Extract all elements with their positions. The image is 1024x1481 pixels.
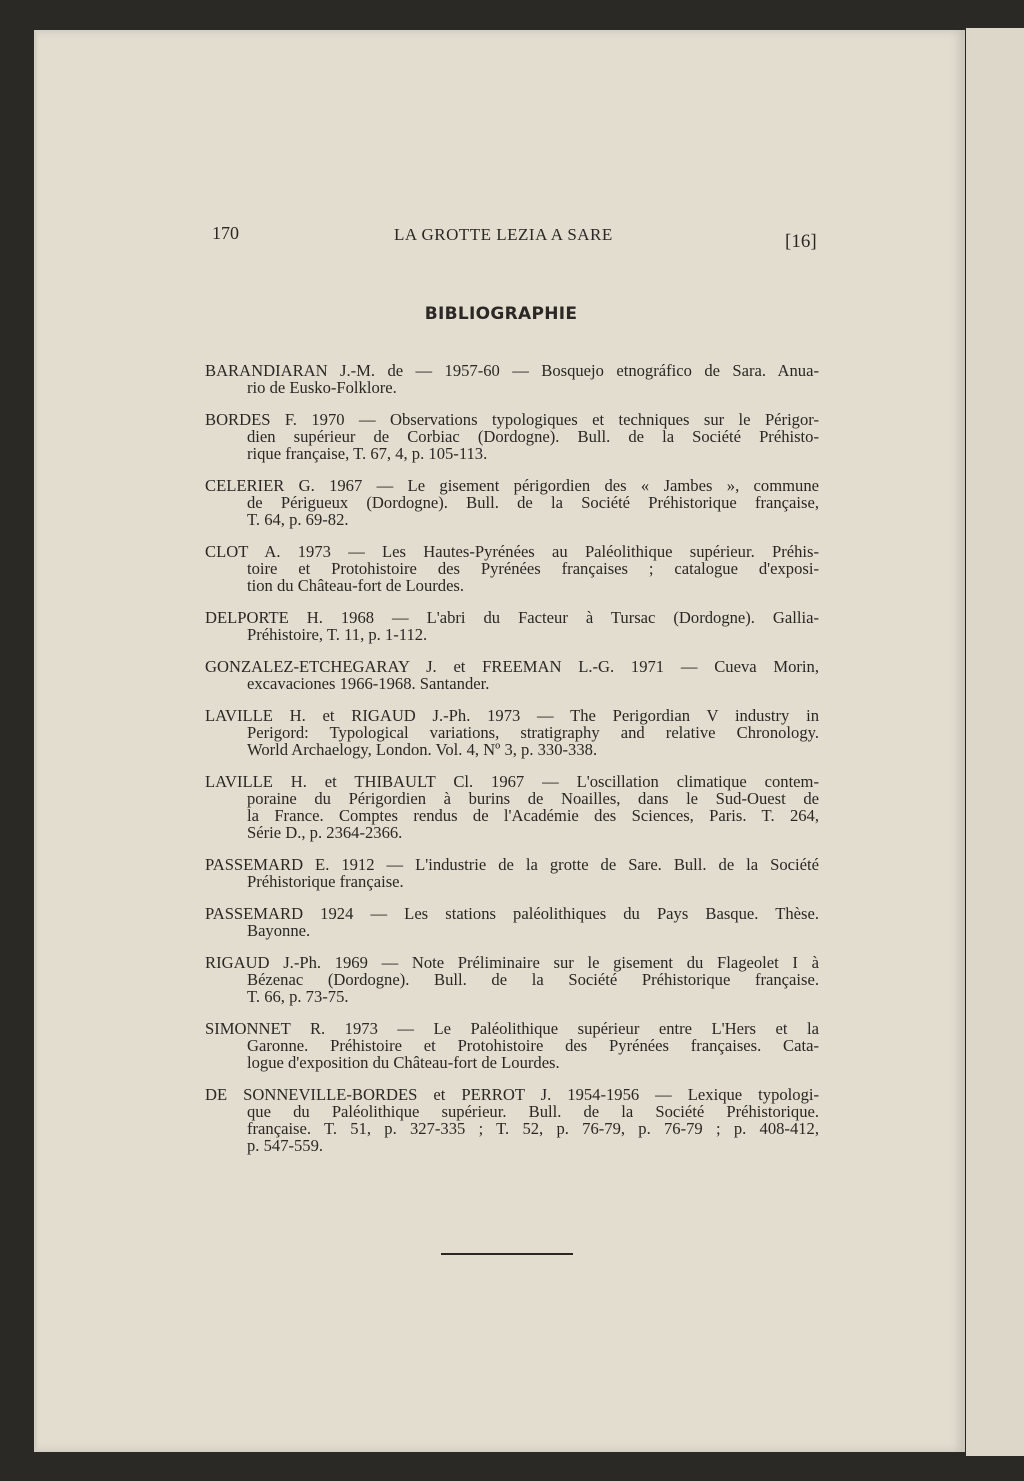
entry-line: PASSEMARD E. 1912 — L'industrie de la grotte de Sare. Bull. de la Société (205, 855, 819, 874)
entry-line: Garonne. Préhistoire et Protohistoire des Pyrénées françaises. Cata- (247, 1036, 819, 1055)
entry-line: rio de Eusko-Folklore. (247, 378, 397, 397)
page-number: 170 (212, 223, 239, 243)
end-rule (441, 1253, 573, 1255)
entry-line: World Archaelogy, London. Vol. 4, Nº 3, p. 330-338. (247, 740, 598, 759)
running-title: LA GROTTE LEZIA A SARE (394, 225, 613, 244)
entry-line: que du Paléolithique supérieur. Bull. de la Société Préhistorique. (247, 1102, 819, 1121)
running-header (37, 223, 965, 252)
section-number: [16] (785, 231, 817, 252)
entry-line: Perigord: Typological variations, stratigraphy and relative Chronology. (247, 723, 819, 742)
entry-line: de Périgueux (Dordogne). Bull. de la Société Préhistorique française, (247, 493, 819, 512)
entry-line: PASSEMARD 1924 — Les stations paléolithiques du Pays Basque. Thèse. (205, 904, 819, 923)
bibliography-list (205, 362, 819, 1169)
bibliography-entry (205, 658, 819, 692)
entry-line: française. T. 51, p. 327-335 ; T. 52, p. 76-79, p. 76-79 ; p. 408-412, (247, 1119, 819, 1138)
bibliography-entry (205, 411, 819, 462)
entry-line: DE SONNEVILLE-BORDES et PERROT J. 1954-1956 — Lexique typologi- (205, 1085, 819, 1104)
bibliography-entry (205, 362, 819, 396)
entry-line: T. 64, p. 69-82. (247, 510, 349, 529)
entry-line: tion du Château-fort de Lourdes. (247, 576, 465, 595)
entry-line: toire et Protohistoire des Pyrénées françaises ; catalogue d'exposi- (247, 559, 819, 578)
entry-line: Préhistoire, T. 11, p. 1-112. (247, 625, 428, 644)
entry-line: DELPORTE H. 1968 — L'abri du Facteur à Tursac (Dordogne). Gallia- (205, 608, 819, 627)
bibliography-entry (205, 954, 819, 1005)
bibliography-entry (205, 477, 819, 528)
entry-line: rique française, T. 67, 4, p. 105-113. (247, 444, 488, 463)
bibliography-heading: BIBLIOGRAPHIE (424, 304, 578, 324)
entry-line: LAVILLE H. et THIBAULT Cl. 1967 — L'oscillation climatique contem- (205, 772, 819, 791)
entry-line: RIGAUD J.-Ph. 1969 — Note Préliminaire sur le gisement du Flageolet I à (205, 953, 819, 972)
entry-line: logue d'exposition du Château-fort de Lourdes. (247, 1053, 560, 1072)
entry-line: BORDES F. 1970 — Observations typologiques et techniques sur le Périgor- (205, 410, 819, 429)
entry-line: dien supérieur de Corbiac (Dordogne). Bull. de la Société Préhisto- (247, 427, 819, 446)
entry-line: BARANDIARAN J.-M. de — 1957-60 — Bosquejo etnográfico de Sara. Anua- (205, 361, 819, 380)
bibliography-entry (205, 1086, 819, 1154)
entry-line: LAVILLE H. et RIGAUD J.-Ph. 1973 — The Perigordian V industry in (205, 706, 819, 725)
bibliography-entry (205, 543, 819, 594)
bibliography-entry (205, 905, 819, 939)
entry-line: poraine du Périgordien à burins de Noailles, dans le Sud-Ouest de (247, 789, 819, 808)
bibliography-entry (205, 773, 819, 841)
entry-line: T. 66, p. 73-75. (247, 987, 349, 1006)
entry-line: CLOT A. 1973 — Les Hautes-Pyrénées au Paléolithique supérieur. Préhis- (205, 542, 819, 561)
book-page (34, 30, 965, 1452)
entry-line: CELERIER G. 1967 — Le gisement périgordien des « Jambes », commune (205, 476, 819, 495)
bibliography-entry (205, 1020, 819, 1071)
entry-line: SIMONNET R. 1973 — Le Paléolithique supérieur entre L'Hers et la (205, 1019, 819, 1038)
entry-line: excavaciones 1966-1968. Santander. (247, 674, 490, 693)
entry-line: Bayonne. (247, 921, 311, 940)
entry-line: Préhistorique française. (247, 872, 404, 891)
adjacent-page-edge (966, 28, 1024, 1456)
entry-line: Série D., p. 2364-2366. (247, 823, 403, 842)
entry-line: Bézenac (Dordogne). Bull. de la Société Préhistorique française. (247, 970, 819, 989)
bibliography-entry (205, 707, 819, 758)
bibliography-entry (205, 856, 819, 890)
entry-line: GONZALEZ-ETCHEGARAY J. et FREEMAN L.-G. 1971 — Cueva Morin, (205, 657, 819, 676)
entry-line: la France. Comptes rendus de l'Académie des Sciences, Paris. T. 264, (247, 806, 819, 825)
bibliography-entry (205, 609, 819, 643)
entry-line: p. 547-559. (247, 1136, 324, 1155)
